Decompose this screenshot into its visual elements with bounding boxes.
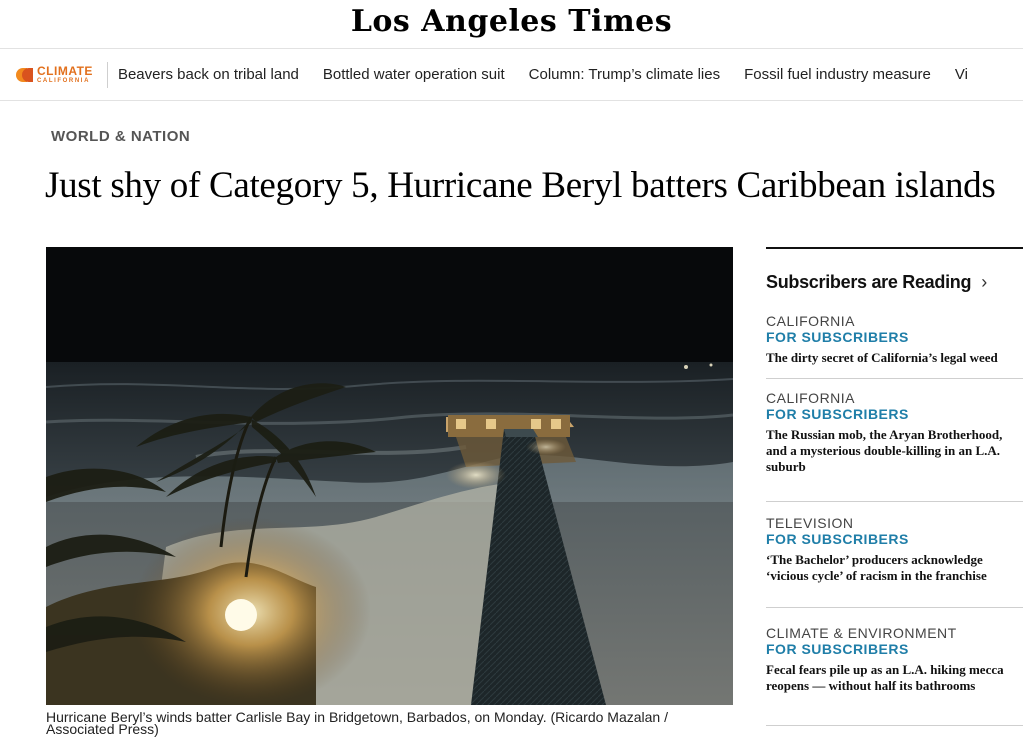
subscribers-reading-rail bbox=[766, 247, 1023, 726]
rail-story[interactable] bbox=[766, 502, 1023, 608]
hero-photo[interactable] bbox=[46, 247, 733, 705]
hurricane-photo-illustration bbox=[46, 247, 733, 705]
climate-badge-line1: CLIMATE bbox=[37, 64, 93, 78]
for-subscribers-label: FOR SUBSCRIBERS bbox=[766, 531, 909, 547]
rail-story[interactable] bbox=[766, 608, 1023, 726]
climate-california-badge[interactable] bbox=[16, 62, 108, 88]
climate-badge-line2: CALIFORNIA bbox=[37, 78, 90, 84]
chevron-right-icon: › bbox=[981, 271, 988, 292]
photo-caption bbox=[46, 711, 733, 735]
nav-link-bottled-water[interactable]: Bottled water operation suit bbox=[322, 66, 505, 83]
topic-nav-bar bbox=[0, 48, 1023, 101]
photo-credit: (Ricardo Mazalan / Associated Press) bbox=[46, 709, 668, 737]
rail-story[interactable] bbox=[766, 379, 1023, 502]
site-logo[interactable]: Los Angeles Times bbox=[350, 4, 673, 39]
rail-title: Subscribers are Reading bbox=[766, 271, 972, 292]
story-kicker[interactable]: CALIFORNIA bbox=[766, 390, 856, 406]
story-kicker[interactable]: CALIFORNIA bbox=[766, 313, 856, 329]
rail-story[interactable] bbox=[766, 313, 1023, 379]
for-subscribers-label: FOR SUBSCRIBERS bbox=[766, 329, 909, 345]
article-headline: Just shy of Category 5, Hurricane Beryl batters Caribbean islands bbox=[45, 165, 996, 206]
story-title[interactable]: Fecal fears pile up as an L.A. hiking mecca reopens — without half its bathrooms bbox=[766, 662, 1004, 693]
for-subscribers-label: FOR SUBSCRIBERS bbox=[766, 641, 909, 657]
nav-link-truncated[interactable]: Vi bbox=[954, 66, 968, 83]
masthead bbox=[0, 0, 1023, 48]
section-label[interactable]: WORLD & NATION bbox=[51, 128, 191, 145]
climate-logo-icon bbox=[16, 68, 34, 82]
caption-text: Hurricane Beryl’s winds batter Carlisle Bay in Bridgetown, Barbados, on Monday. bbox=[46, 709, 547, 725]
story-title[interactable]: The dirty secret of California’s legal weed bbox=[766, 350, 998, 365]
nav-link-fossil-fuel[interactable]: Fossil fuel industry measure bbox=[744, 66, 931, 83]
story-title[interactable]: ‘The Bachelor’ producers acknowledge ‘vicious cycle’ of racism in the franchise bbox=[766, 552, 987, 583]
story-kicker[interactable]: CLIMATE & ENVIRONMENT bbox=[766, 625, 957, 641]
nav-link-trump-column[interactable]: Column: Trump’s climate lies bbox=[528, 66, 721, 83]
rail-header[interactable] bbox=[766, 249, 1023, 313]
nav-link-beavers[interactable]: Beavers back on tribal land bbox=[117, 66, 299, 83]
story-title[interactable]: The Russian mob, the Aryan Brotherhood, and a mysterious double-killing in an L.A. suburb bbox=[766, 427, 1003, 474]
for-subscribers-label: FOR SUBSCRIBERS bbox=[766, 406, 909, 422]
story-kicker[interactable]: TELEVISION bbox=[766, 515, 854, 531]
